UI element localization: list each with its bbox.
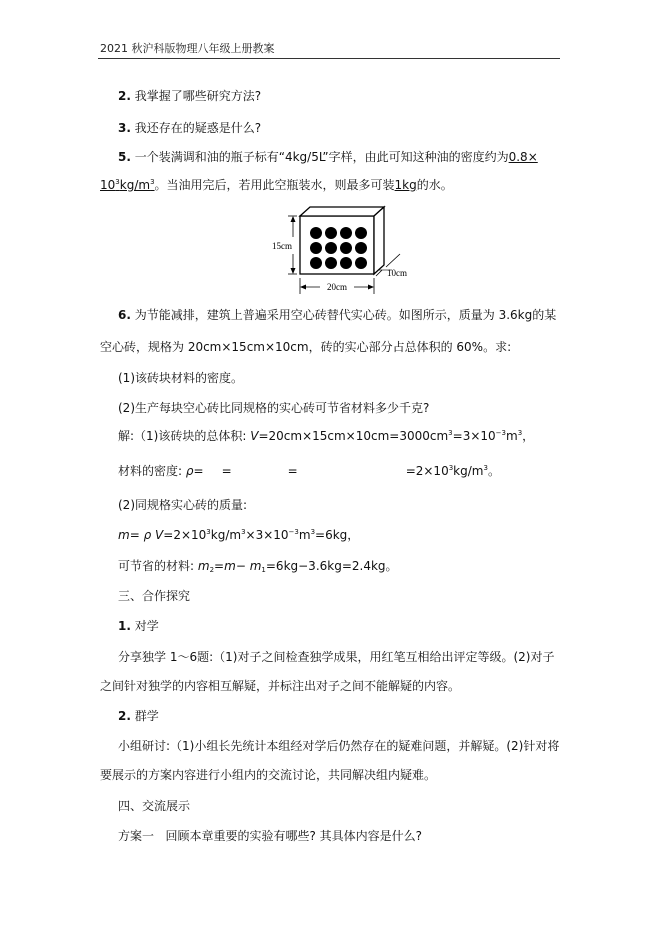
brick-side-face xyxy=(374,207,384,274)
section-4-plan-1: 方案一 回顾本章重要的实验有哪些? 其具体内容是什么? xyxy=(118,829,423,843)
section-3-item-1-line-1: 分享独学 1～6题:（1)对子之间检查独学成果，用红笔互相给出评定等级。(2)对子 xyxy=(118,650,555,664)
solution-solid-mass: m= ρ $V=2\times 10^3kg/m^3\times 3\times 10^{-3}m^3=6kg$， xyxy=(118,528,360,542)
header-divider xyxy=(98,58,560,59)
question-6-line-1 xyxy=(118,307,556,323)
question-3 xyxy=(118,120,261,136)
section-3-item-1-line-2: 之间针对独学的内容相互解疑，并标注出对子之间不能解疑的内容。 xyxy=(100,679,461,693)
length-label: 20cm xyxy=(327,282,347,292)
hollow-brick-figure xyxy=(264,204,434,296)
question-5-line-2 xyxy=(100,177,453,193)
section-3-item-1: 1. 对学 xyxy=(118,619,159,633)
question-5-answer-2: 1kg xyxy=(394,178,417,192)
question-5-text: 一个装满调和油的瓶子标有“4kg/5L”字样，由此可知这种油的密度约为 xyxy=(134,150,509,164)
question-5-number: 5. xyxy=(118,150,131,164)
solution-density: 材料的密度: ρ= = = $=2\times 10^3kg/m^3$。 xyxy=(118,464,500,478)
question-6-text-1: 为节能减排，建筑上普遍采用空心砖替代实心砖。如图所示，质量为 3.6kg的某 xyxy=(134,308,557,322)
question-5-answer-1b: $10^3kg/m^3$ xyxy=(100,178,155,192)
section-3-item-2-line-1: 小组研讨:（1)小组长先统计本组经对学后仍然存在的疑难问题，并解疑。(2)针对将 xyxy=(118,739,560,753)
question-6-part-2: (2)生产每块空心砖比同规格的实心砖可节省材料多少千克? xyxy=(118,401,430,415)
section-3-item-2: 2. 群学 xyxy=(118,709,159,723)
solution-part-2: (2)同规格实心砖的质量: xyxy=(118,498,248,512)
height-label: 15cm xyxy=(272,241,292,251)
question-5-text-2: 。当油用完后，若用此空瓶装水，则最多可装 xyxy=(154,178,395,192)
question-2-text: 我掌握了哪些研究方法? xyxy=(134,89,262,103)
depth-label: 10cm xyxy=(387,268,407,278)
question-5-line-1 xyxy=(118,149,538,165)
question-6-part-1: (1)该砖块材料的密度。 xyxy=(118,371,243,385)
section-3-item-2-line-2: 要展示的方案内容进行小组内的交流讨论，共同解决组内疑难。 xyxy=(100,768,437,782)
solution-saved-material: 可节省的材料: $m_2=m- m_1=6kg-3.6kg=2.4kg$。 xyxy=(118,559,398,574)
question-3-text: 我还存在的疑惑是什么? xyxy=(134,121,262,135)
question-6-line-2: 空心砖，规格为 20cm×15cm×10cm，砖的实心部分占总体积的 60%。求: xyxy=(100,340,512,354)
question-5-text-3: 的水。 xyxy=(416,178,453,192)
brick-top-face xyxy=(300,207,384,216)
question-5-answer-1a: 0.8× xyxy=(508,150,538,164)
page-header: 2021 秋沪科版物理八年级上册教案 xyxy=(100,42,275,55)
section-4-title: 四、交流展示 xyxy=(118,799,191,813)
solution-volume: 解:（1)该砖块的总体积: $V=20cm\times 15cm\times 10cm=3000cm^3=3\times 10^{-3}m^3$， xyxy=(118,429,535,443)
question-2 xyxy=(118,88,261,104)
question-2-number: 2. xyxy=(118,89,131,103)
question-6-number: 6. xyxy=(118,308,131,322)
question-3-number: 3. xyxy=(118,121,131,135)
section-3-title: 三、合作探究 xyxy=(118,589,191,603)
